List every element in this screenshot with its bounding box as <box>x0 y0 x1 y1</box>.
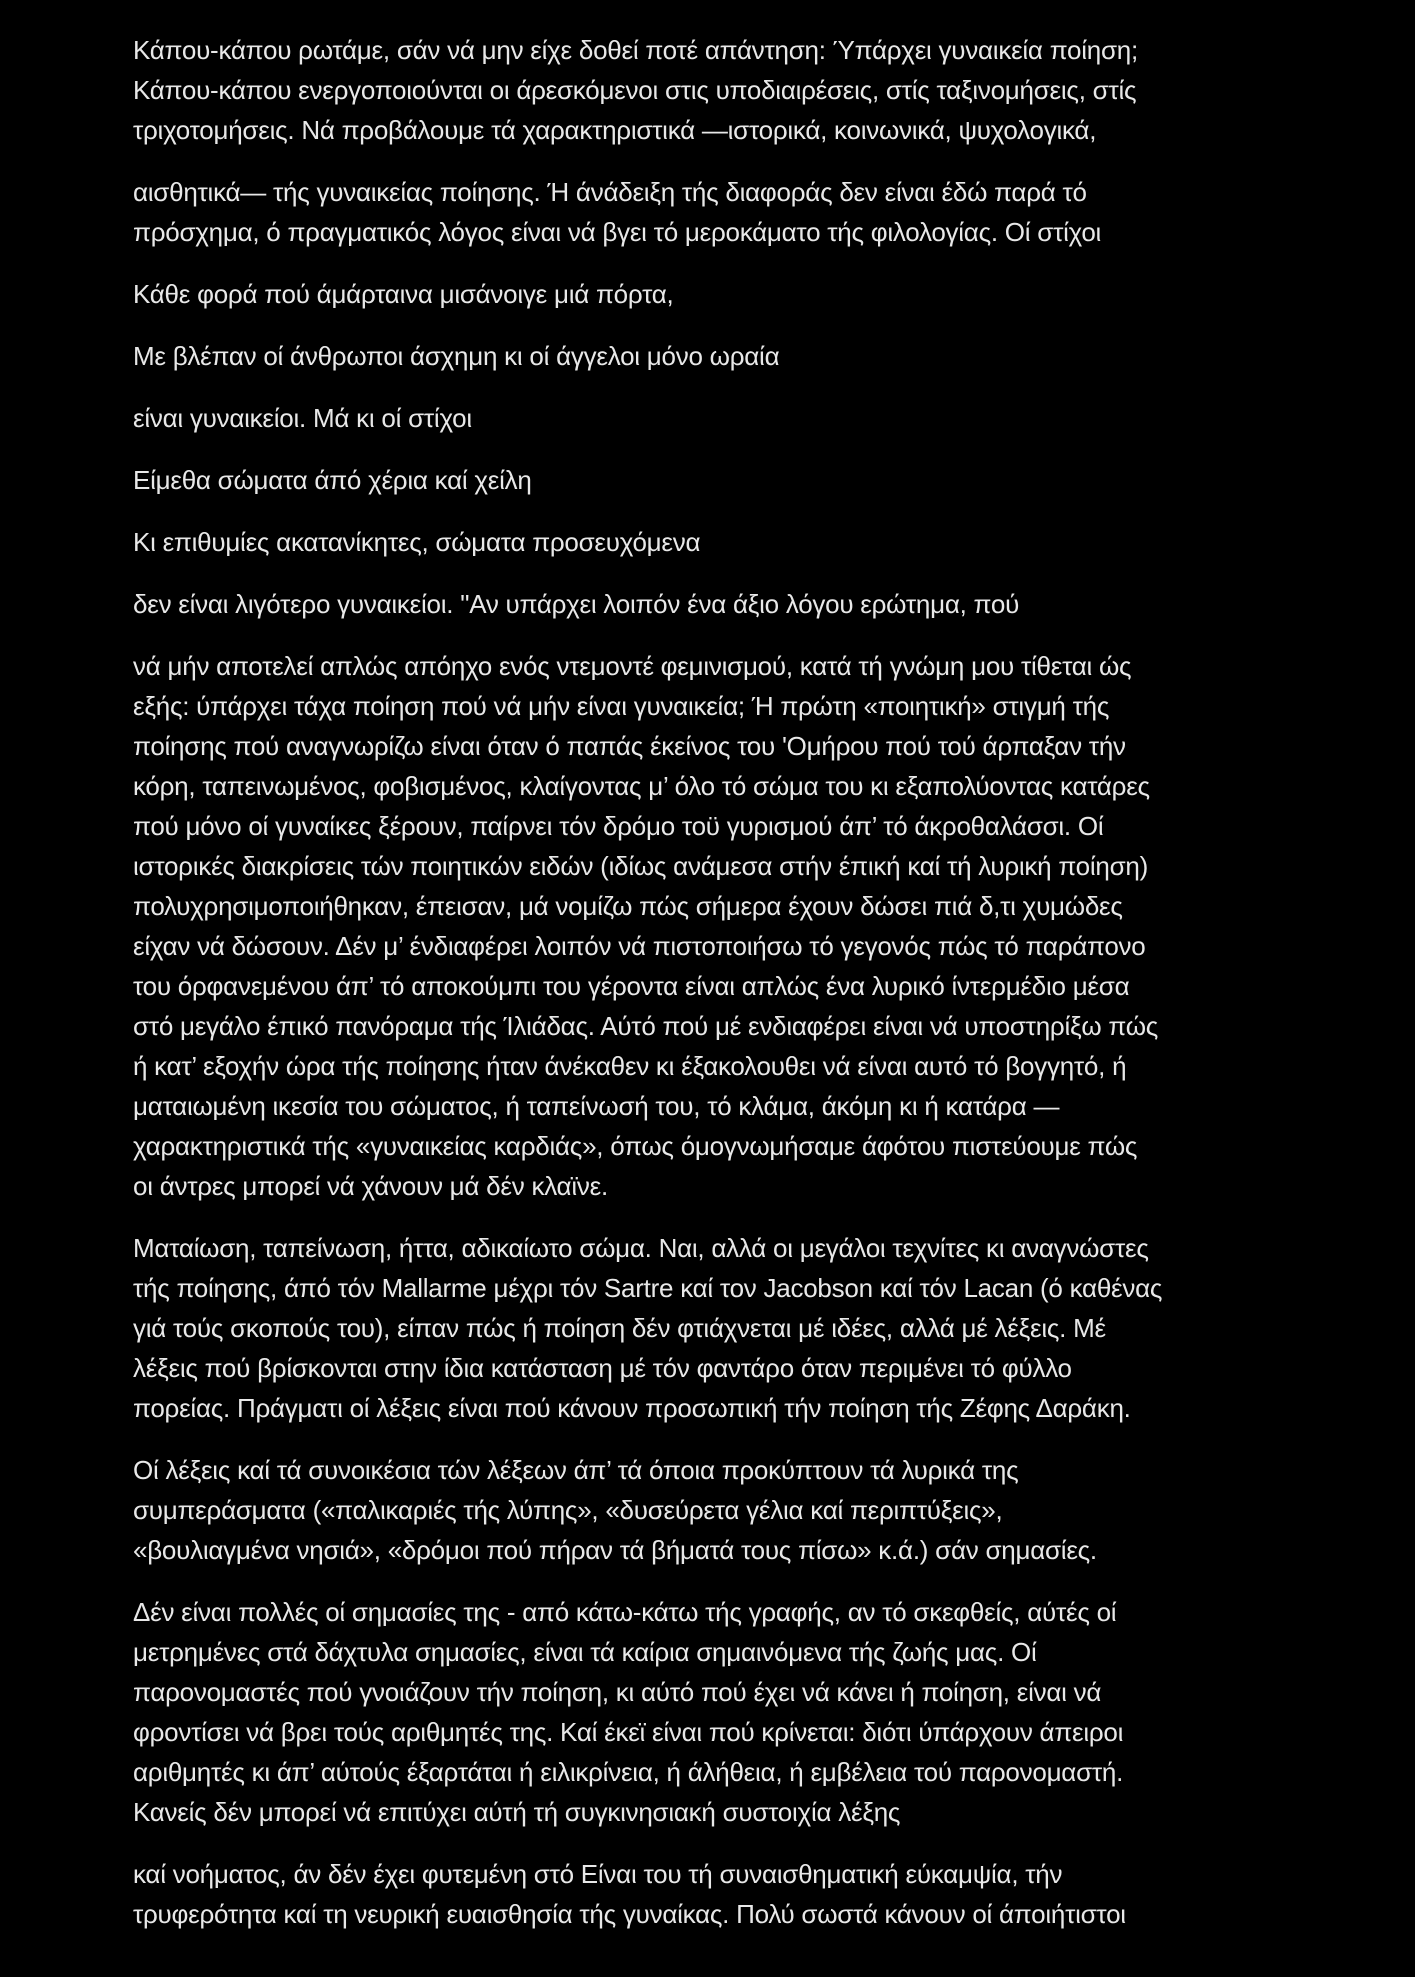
paragraph <box>133 1450 1393 1570</box>
text-line: χαρακτηριστικά τής «γυναικείας καρδιάς», όπως όμογνωμήσαμε άφότου πιστεύουμε πώς <box>133 1131 1138 1161</box>
text-line: Με βλέπαν οί άνθρωποι άσχημη κι οί άγγελοι μόνο ωραία <box>133 341 780 371</box>
paragraph <box>133 646 1393 1206</box>
text-line: Κανείς δέν μπορεί νά επιτύχει αύτή τή συγκινησιακή συστοιχία λέξης <box>133 1797 901 1827</box>
verse-line <box>133 336 1393 376</box>
text-line: Κάπου-κάπου ενεργοποιούνται οι άρεσκόμενοι στις υποδιαιρέσεις, στίς ταξινομήσεις, στίς <box>133 75 1137 105</box>
text-line: δεν είναι λιγότερο γυναικείοι. "Αν υπάρχει λοιπόν ένα άξιο λόγου ερώτημα, πού <box>133 589 1020 619</box>
text-line: γιά τούς σκοπούς του), είπαν πώς ή ποίηση δέν φτιάχνεται μέ ιδέες, αλλά μέ λέξεις. Μέ <box>133 1313 1106 1343</box>
text-line: κόρη, ταπεινωμένος, φοβισμένος, κλαίγοντας μ’ όλο τό σώμα του κι εξαπολύοντας κατάρες <box>133 771 1150 801</box>
text-line: ιστορικές διακρίσεις τών ποιητικών ειδών (ιδίως ανάμεσα στήν έπική καί τή λυρική ποίηση) <box>133 851 1149 881</box>
text-line: λέξεις πού βρίσκονται στην ίδια κατάσταση μέ τόν φαντάρο όταν περιμένει τό φύλλο <box>133 1353 1072 1383</box>
paragraph <box>133 398 1393 438</box>
paragraph <box>133 584 1393 624</box>
verse-line <box>133 460 1393 500</box>
text-line: είχαν νά δώσουν. Δέν μ’ ένδιαφέρει λοιπόν νά πιστοποιήσω τό γεγονός πώς τό παράπονο <box>133 931 1146 961</box>
document-page <box>133 30 1393 1934</box>
paragraph <box>133 1854 1393 1934</box>
verse-line <box>133 522 1393 562</box>
text-line: ποίησης πού αναγνωρίζω είναι όταν ό παπάς έκείνος του 'Ομήρου πού τού άρπαξαν τήν <box>133 731 1126 761</box>
text-line: είναι γυναικείοι. Μά κι οί στίχοι <box>133 403 472 433</box>
text-line: καί νοήματος, άν δέν έχει φυτεμένη στό Είναι του τή συναισθηματική εύκαμψία, τήν <box>133 1859 1063 1889</box>
text-line: αριθμητές κι άπ’ αύτούς έξαρτάται ή ειλικρίνεια, ή άλήθεια, ή εμβέλεια τού παρονομαστή. <box>133 1757 1124 1787</box>
text-line: τής ποίησης, άπό τόν Mallarme μέχρι τόν Sartre καί τον Jacobson καί τόν Lacan (ό καθένας <box>133 1273 1163 1303</box>
text-line: πού μόνο οί γυναίκες ξέρουν, παίρνει τόν δρόμο τοϋ γυρισμού άπ’ τό άκροθαλάσσι. Οί <box>133 811 1104 841</box>
text-line: πρόσχημα, ό πραγματικός λόγος είναι νά βγει τό μεροκάματο τής φιλολογίας. Οί στίχοι <box>133 217 1102 247</box>
text-line: συμπεράσματα («παλικαριές τής λύπης», «δυσεύρετα γέλια καί περιπτύξεις», <box>133 1495 1003 1525</box>
text-line: ματαιωμένη ικεσία του σώματος, ή ταπείνωσή του, τό κλάμα, άκόμη κι ή κατάρα — <box>133 1091 1060 1121</box>
text-line: Κι επιθυμίες ακατανίκητες, σώματα προσευχόμενα <box>133 527 701 557</box>
text-line: Ματαίωση, ταπείνωση, ήττα, αδικαίωτο σώμα. Ναι, αλλά οι μεγάλοι τεχνίτες κι αναγνώστες <box>133 1233 1149 1263</box>
text-line: Δέν είναι πολλές οί σημασίες της - από κάτω-κάτω τής γραφής, αν τό σκεφθείς, αύτές οί <box>133 1597 1117 1627</box>
text-line: εξής: ύπάρχει τάχα ποίηση πού νά μήν είναι γυναικεία; Ή πρώτη «ποιητική» στιγμή τής <box>133 691 1110 721</box>
paragraph <box>133 1228 1393 1428</box>
text-line: Κάπου-κάπου ρωτάμε, σάν νά μην είχε δοθεί ποτέ απάντηση: Ύπάρχει γυναικεία ποίηση; <box>133 35 1138 65</box>
text-line: Είμεθα σώματα άπό χέρια καί χείλη <box>133 465 532 495</box>
text-line: στό μεγάλο έπικό πανόραμα τής Ίλιάδας. Αύτό πού μέ ενδιαφέρει είναι νά υποστηρίξω πώς <box>133 1011 1159 1041</box>
text-line: του όρφανεμένου άπ’ τό αποκούμπι του γέροντα είναι απλώς ένα λυρικό ίντερμέδιο μέσα <box>133 971 1130 1001</box>
text-line: πολυχρησιμοποιήθηκαν, έπεισαν, μά νομίζω πώς σήμερα έχουν δώσει πιά δ,τι χυμώδες <box>133 891 1123 921</box>
paragraph <box>133 30 1393 150</box>
text-line: πορείας. Πράγματι οί λέξεις είναι πού κάνουν προσωπική τήν ποίηση τής Ζέφης Δαράκη. <box>133 1393 1131 1423</box>
paragraph <box>133 1592 1393 1832</box>
text-line: νά μήν αποτελεί απλώς απόηχο ενός ντεμοντέ φεμινισμού, κατά τή γνώμη μου τίθεται ώς <box>133 651 1132 681</box>
text-line: τριχοτομήσεις. Νά προβάλουμε τά χαρακτηριστικά —ιστορικά, κοινωνικά, ψυχολογικά, <box>133 115 1097 145</box>
text-line: τρυφερότητα καί τη νευρική ευαισθησία τής γυναίκας. Πολύ σωστά κάνουν οί άποιήτιστοι <box>133 1899 1126 1929</box>
text-line: μετρημένες στά δάχτυλα σημασίες, είναι τά καίρια σημαινόμενα τής ζωής μας. Οί <box>133 1637 1037 1667</box>
text-line: παρονομαστές πού γνοιάζουν τήν ποίηση, κι αύτό πού έχει νά κάνει ή ποίηση, είναι νά <box>133 1677 1102 1707</box>
text-line: οι άντρες μπορεί νά χάνουν μά δέν κλαϊνε. <box>133 1171 608 1201</box>
text-line: Κάθε φορά πού άμάρταινα μισάνοιγε μιά πόρτα, <box>133 279 674 309</box>
text-line: ή κατ’ εξοχήν ώρα τής ποίησης ήταν άνέκαθεν κι έξακολουθει νά είναι αυτό τό βογγητό, ή <box>133 1051 1127 1081</box>
text-line: φροντίσει νά βρει τούς αριθμητές της. Καί έκεϊ είναι πού κρίνεται: διότι ύπάρχουν άπειροι <box>133 1717 1124 1747</box>
verse-line <box>133 274 1393 314</box>
text-line: αισθητικά— τής γυναικείας ποίησης. Ή άνάδειξη τής διαφοράς δεν είναι έδώ παρά τό <box>133 177 1087 207</box>
text-line: Οί λέξεις καί τά συνοικέσια τών λέξεων άπ’ τά όποια προκύπτουν τά λυρικά της <box>133 1455 1019 1485</box>
text-line: «βουλιαγμένα νησιά», «δρόμοι πού πήραν τά βήματά τους πίσω» κ.ά.) σάν σημασίες. <box>133 1535 1097 1565</box>
paragraph <box>133 172 1393 252</box>
